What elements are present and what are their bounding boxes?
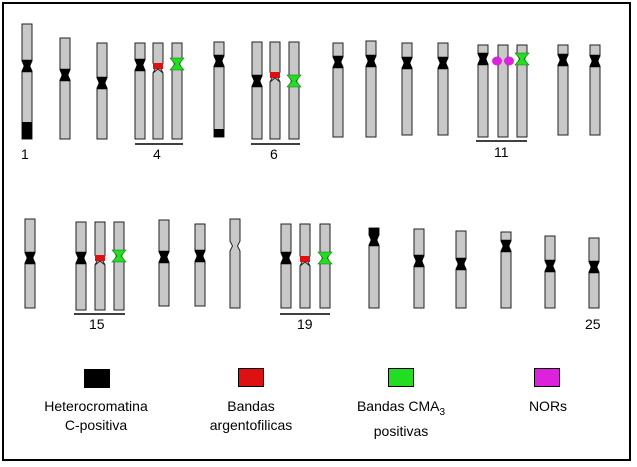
chromosome-1-terminal-band xyxy=(22,122,32,139)
legend-swatch-argentophilic xyxy=(238,368,264,387)
chromosome-7-terminal-band xyxy=(214,129,224,137)
chromosome-9 xyxy=(270,42,280,139)
legend-label-cma3: Bandas $CMA_3$ positivas xyxy=(356,398,446,439)
chromosome-30-top-band xyxy=(369,228,379,234)
chromosome-3-heterochromatin-band xyxy=(97,77,107,89)
chromosome-23 xyxy=(114,222,124,310)
chromosome-16-nor-left xyxy=(492,57,502,66)
label-chromosome-6: 6 xyxy=(270,146,278,162)
chromosome-21-heterochromatin-band xyxy=(76,252,86,264)
chromosome-17-cma3-band xyxy=(515,53,529,65)
legend-label-argentophilic: Bandas argentofilicas xyxy=(209,398,293,433)
chromosome-23-cma3-band xyxy=(112,250,126,262)
chromosome-19-heterochromatin-band xyxy=(590,55,600,67)
chromosome-1 xyxy=(22,24,32,139)
chromosome-6-cma3-band xyxy=(170,58,184,70)
chromosome-35-heterochromatin-band xyxy=(589,261,599,273)
chromosome-28-argentophilic-band xyxy=(300,256,310,262)
chromosome-5 xyxy=(153,43,163,139)
chromosome-33-heterochromatin-band xyxy=(501,240,511,252)
chromosome-4-heterochromatin-band xyxy=(135,59,145,71)
chromosome-10-cma3-band xyxy=(287,75,301,87)
chromosome-3 xyxy=(97,43,107,139)
chromosome-6 xyxy=(172,43,182,139)
chromosome-8 xyxy=(252,42,262,139)
label-chromosome-1: 1 xyxy=(21,146,29,162)
chromosome-32-heterochromatin-band xyxy=(456,258,466,270)
chromosome-25-heterochromatin-band xyxy=(195,250,205,262)
chromosome-4 xyxy=(135,43,145,139)
chromosome-21 xyxy=(76,222,86,310)
label-chromosome-11: 11 xyxy=(494,144,509,160)
legend-swatch-cma3 xyxy=(388,368,414,387)
chromosome-2 xyxy=(60,38,70,139)
legend-swatch-nors xyxy=(534,368,560,387)
label-chromosome-25: 25 xyxy=(585,316,601,332)
chromosome-31 xyxy=(414,229,424,308)
chromosome-11-heterochromatin-band xyxy=(333,56,343,68)
chromosome-28 xyxy=(300,224,310,308)
chromosome-5-argentophilic-band xyxy=(153,63,163,69)
legend-label-nors: NORs xyxy=(528,398,568,414)
chromosome-22-argentophilic-band xyxy=(95,255,105,261)
chromosome-13-heterochromatin-band xyxy=(402,57,412,69)
chromosome-34-heterochromatin-band xyxy=(545,260,555,272)
chromosome-14-heterochromatin-band xyxy=(438,57,448,69)
legend-label-heterochromatin: Heterocromatina C-positiva xyxy=(44,398,148,433)
chromosome-1-heterochromatin-band xyxy=(22,60,32,72)
label-chromosome-4: 4 xyxy=(153,146,161,162)
chromosome-25 xyxy=(195,224,205,306)
chromosome-22 xyxy=(95,222,105,310)
chromosome-9-argentophilic-band xyxy=(270,72,280,78)
chromosome-20-heterochromatin-band xyxy=(25,252,35,264)
chromosome-29 xyxy=(320,224,330,308)
chromosome-30-heterochromatin-band xyxy=(369,234,379,246)
label-chromosome-15: 15 xyxy=(89,316,105,332)
chromosome-16-nor-right xyxy=(504,57,514,66)
chromosome-29-cma3-band xyxy=(318,252,332,264)
chromosome-2-heterochromatin-band xyxy=(60,69,70,81)
chromosome-26 xyxy=(230,219,240,308)
chromosome-15-heterochromatin-band xyxy=(478,53,488,65)
chromosome-24-heterochromatin-band xyxy=(159,251,169,263)
chromosome-8-heterochromatin-band xyxy=(252,75,262,87)
chromosome-18-heterochromatin-band xyxy=(558,54,568,66)
legend-swatch-heterochromatin xyxy=(84,369,110,388)
chromosome-7-heterochromatin-band xyxy=(214,55,224,67)
chromosome-31-heterochromatin-band xyxy=(414,255,424,267)
chromosome-10 xyxy=(289,42,299,139)
chromosome-12-heterochromatin-band xyxy=(366,55,376,67)
label-chromosome-19: 19 xyxy=(297,316,313,332)
chromosome-27 xyxy=(281,224,291,308)
chromosome-27-heterochromatin-band xyxy=(281,252,291,264)
